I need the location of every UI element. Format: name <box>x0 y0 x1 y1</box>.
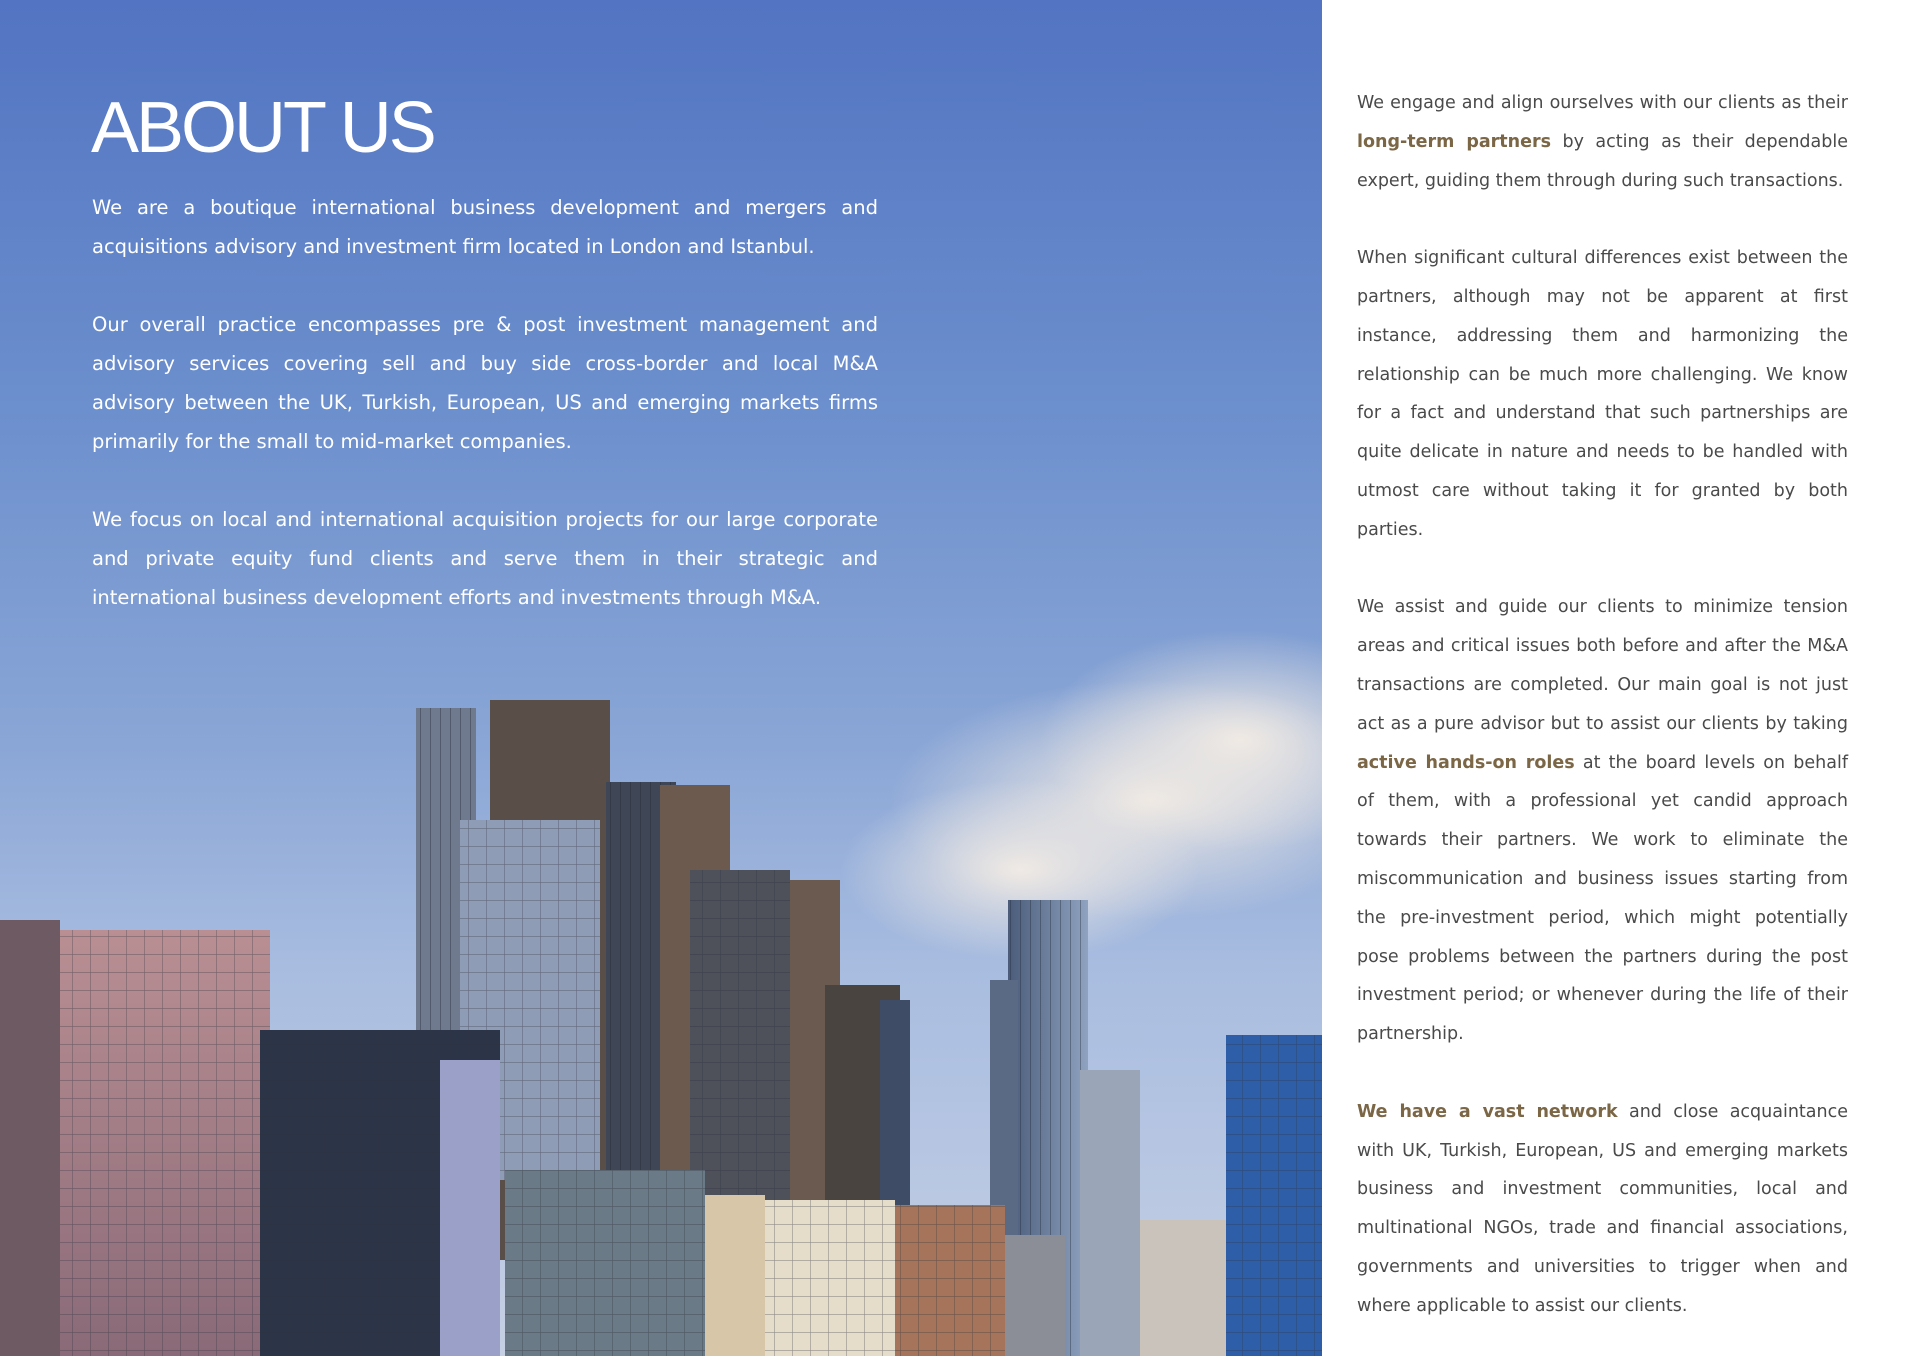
p4-highlight: We have a vast network <box>1357 1101 1618 1122</box>
p1-text-start: We engage and align ourselves with our clients as their <box>1357 93 1848 113</box>
p3-text-start: We assist and guide our clients to minimize tension areas and critical issues both before and after the M&A transactions are completed. Our main goal is not just act as a pure advisor but to assist our clients by taking <box>1357 597 1848 734</box>
p3-highlight: active hands-on roles <box>1357 752 1575 773</box>
intro-paragraph-3: We focus on local and international acquisition projects for our large corporate and private equity fund clients and serve them in their strategic and international business development efforts and investments through M&A. <box>92 508 878 609</box>
detail-paragraph-1 <box>1357 84 1848 200</box>
detail-paragraph-3 <box>1357 588 1848 1054</box>
intro-text <box>92 188 878 656</box>
intro-paragraph-2: Our overall practice encompasses pre & post investment management and advisory services covering sell and buy side cross-border and local M&A advisory between the UK, Turkish, European, US and emerging markets firms primarily for the small to mid-market companies. <box>92 313 878 453</box>
p4-text-end: and close acquaintance with UK, Turkish, European, US and emerging markets business and investment communities, local and multinational NGOs, trade and financial associations, governments and universities to trigger when and where applicable to assist our clients. <box>1357 1101 1848 1316</box>
p3-text-end: at the board levels on behalf of them, with a professional yet candid approach towards their partners. We work to eliminate the miscommunication and business issues starting from the pre-investment period, which might potentially pose problems between the partners during the post investment period; or whenever during the life of their partnership. <box>1357 752 1848 1045</box>
p1-highlight: long-term partners <box>1357 131 1552 152</box>
page-title: ABOUT US <box>91 88 434 168</box>
detail-paragraph-4 <box>1357 1093 1848 1326</box>
detail-paragraph-2: When significant cultural differences exist between the partners, although may not be apparent at first instance, addressing them and harmonizing the relationship can be much more challenging. We know for a fact and understand that such partnerships are quite delicate in nature and needs to be handled with utmost care without taking it for granted by both parties. <box>1357 248 1848 540</box>
detail-text <box>1357 84 1848 1364</box>
intro-paragraph-1: We are a boutique international business development and mergers and acquisitions advisory and investment firm located in London and Istanbul. <box>92 196 878 258</box>
p1-text-end: by acting as their dependable expert, guiding them through during such transactions. <box>1357 131 1848 191</box>
